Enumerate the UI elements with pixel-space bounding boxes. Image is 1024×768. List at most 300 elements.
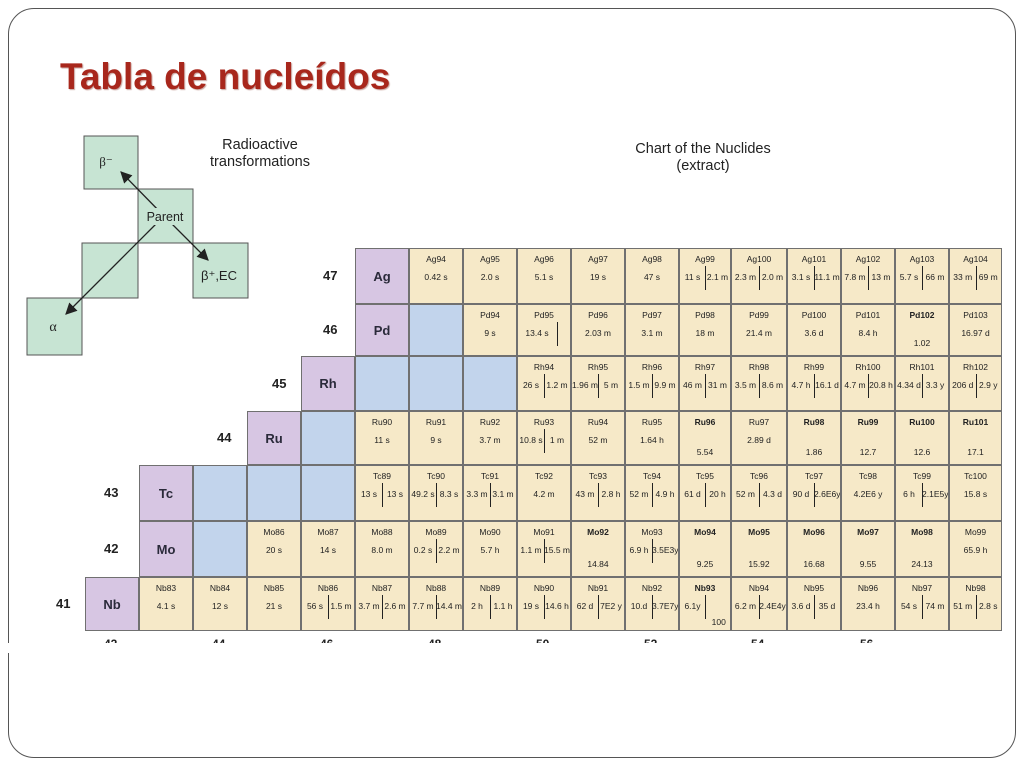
chart-cutoff-mask <box>0 643 1010 653</box>
nuclide-cell-tc97 <box>787 465 841 521</box>
isomer-divider <box>705 483 706 507</box>
nuclide-name: Nb85 <box>263 583 285 593</box>
half-life-isomer: 10.8 s <box>519 435 543 445</box>
legend-caption-line-2: transformations <box>210 154 310 170</box>
empty-cell <box>355 356 409 411</box>
half-life-ground: 2.4E4y <box>759 601 786 611</box>
nuclide-name: Ru101 <box>962 417 989 427</box>
isomer-divider <box>922 266 923 290</box>
nuclide-name: Tc92 <box>535 471 553 481</box>
half-life-ground: 2.6 m <box>384 601 406 611</box>
nuclide-cell-nb87 <box>355 577 409 631</box>
half-life: 5.1 s <box>534 272 554 282</box>
nuclide-cell-ru90 <box>355 411 409 465</box>
half-life-ground: 3.3 y <box>925 380 945 390</box>
nuclide-cell-nb94 <box>731 577 787 631</box>
nuclide-cell-ag103 <box>895 248 949 304</box>
half-life-ground: 3.5E3y <box>652 545 679 555</box>
half-life: 9 s <box>430 435 442 445</box>
nuclide-cell-tc100 <box>949 465 1002 521</box>
nuclide-name: Pd95 <box>534 310 554 320</box>
nuclide-cell-ag99 <box>679 248 731 304</box>
half-life: 23.4 h <box>856 601 880 611</box>
nuclide-name: Rh98 <box>748 362 770 372</box>
half-life: 3.6 d <box>804 328 824 338</box>
natural-abundance: 15.92 <box>748 559 770 569</box>
nuclide-name: Ag95 <box>480 254 500 264</box>
nuclide-name: Nb88 <box>425 583 447 593</box>
nuclide-name: Tc89 <box>373 471 391 481</box>
chart-caption-line-2: (extract) <box>676 158 730 174</box>
half-life-ground: 2.0 m <box>761 272 784 282</box>
nuclide-name: Mo92 <box>587 527 609 537</box>
half-life-ground: 20.8 h <box>869 380 893 390</box>
nuclide-name: Tc94 <box>643 471 661 481</box>
nuclide-name: Pd98 <box>695 310 715 320</box>
isomer-divider <box>436 539 437 563</box>
nuclide-name: Mo88 <box>371 527 393 537</box>
isomer-divider <box>868 374 869 398</box>
nuclide-cell-nb96 <box>841 577 895 631</box>
half-life-isomer: 3.6 d <box>791 601 811 611</box>
element-cell-tc: Tc <box>139 465 193 521</box>
nuclide-cell-pd102 <box>895 304 949 356</box>
empty-cell <box>463 356 517 411</box>
nuclide-name: Mo93 <box>641 527 663 537</box>
nuclide-cell-tc89 <box>355 465 409 521</box>
isomer-divider <box>382 483 383 507</box>
alpha-arrow <box>66 216 164 314</box>
nuclide-cell-mo86 <box>247 521 301 577</box>
half-life: 14 s <box>319 545 337 555</box>
nuclide-name: Nb95 <box>803 583 825 593</box>
nuclide-cell-nb98 <box>949 577 1002 631</box>
nuclide-name: Nb92 <box>641 583 663 593</box>
nuclide-cell-ru100 <box>895 411 949 465</box>
legend-caption-line-1: Radioactive <box>222 137 298 153</box>
nuclide-cell-rh97 <box>679 356 731 411</box>
empty-cell <box>301 465 355 521</box>
nuclide-name: Ru97 <box>748 417 770 427</box>
nuclide-cell-tc94 <box>625 465 679 521</box>
nuclide-name: Pd103 <box>963 310 988 320</box>
half-life-isomer: 7.8 m <box>844 272 866 282</box>
nuclide-name: Mo86 <box>263 527 285 537</box>
nuclide-name: Ag104 <box>963 254 988 264</box>
nuclide-cell-mo89 <box>409 521 463 577</box>
nuclide-cell-ru101 <box>949 411 1002 465</box>
proton-number-label: 42 <box>104 541 119 556</box>
half-life-isomer: 4.7 m <box>844 380 866 390</box>
half-life-isomer: 3.3 m <box>466 489 488 499</box>
isomer-divider <box>544 595 545 619</box>
nuclide-cell-rh100 <box>841 356 895 411</box>
half-life-isomer: 54 s <box>900 601 918 611</box>
slide-title: Tabla de nucleídos <box>60 56 391 97</box>
nuclide-cell-pd103 <box>949 304 1002 356</box>
natural-abundance: 5.54 <box>696 447 714 457</box>
nuclide-cell-mo94 <box>679 521 731 577</box>
isomer-divider <box>759 374 760 398</box>
empty-cell <box>193 521 247 577</box>
half-life-ground: 16.1 d <box>815 380 839 390</box>
nuclide-cell-tc99 <box>895 465 949 521</box>
half-life-ground: 66 m <box>925 272 945 282</box>
half-life: 8.0 m <box>371 545 393 555</box>
nuclide-cell-nb93 <box>679 577 731 631</box>
half-life: 4.2E6 y <box>853 489 883 499</box>
nuclide-cell-nb86 <box>301 577 355 631</box>
nuclide-cell-ru99 <box>841 411 895 465</box>
nuclide-cell-rh99 <box>787 356 841 411</box>
isomer-divider <box>544 539 545 563</box>
nuclide-name: Rh101 <box>909 362 935 372</box>
half-life: 18 m <box>695 328 715 338</box>
nuclide-cell-ru97 <box>731 411 787 465</box>
isomer-divider <box>759 266 760 290</box>
nuclide-cell-mo90 <box>463 521 517 577</box>
nuclide-cell-ag98 <box>625 248 679 304</box>
nuclide-name: Nb94 <box>748 583 770 593</box>
half-life-isomer: 46 m <box>683 380 702 390</box>
nuclide-cell-pd97 <box>625 304 679 356</box>
element-cell-ag: Ag <box>355 248 409 304</box>
half-life-isomer: 1.5 m <box>628 380 650 390</box>
isomer-divider <box>382 595 383 619</box>
half-life-isomer: 49.2 s <box>411 489 435 499</box>
half-life-ground: 8.6 m <box>761 380 784 390</box>
element-cell-rh: Rh <box>301 356 355 411</box>
isomer-divider <box>705 595 706 619</box>
half-life: 1.64 h <box>640 435 664 445</box>
half-life-isomer: 62 d <box>576 601 594 611</box>
nuclide-name: Ru100 <box>909 417 935 427</box>
half-life-isomer: 56 s <box>306 601 324 611</box>
nuclide-cell-mo93 <box>625 521 679 577</box>
nuclide-name: Tc98 <box>859 471 877 481</box>
beta-plus-ec-label: β⁺,EC <box>200 268 238 283</box>
nuclide-cell-pd96 <box>571 304 625 356</box>
nuclide-cell-pd94 <box>463 304 517 356</box>
nuclide-name: Pd99 <box>749 310 769 320</box>
isomer-divider <box>814 374 815 398</box>
nuclide-name: Tc99 <box>913 471 931 481</box>
nuclide-name: Ag97 <box>588 254 608 264</box>
nuclide-cell-ag96 <box>517 248 571 304</box>
half-life-isomer: 3.7 m <box>358 601 380 611</box>
nuclide-name: Mo97 <box>857 527 879 537</box>
isomer-divider <box>922 595 923 619</box>
half-life: 4.2 m <box>533 489 555 499</box>
empty-cell <box>193 465 247 521</box>
nuclide-cell-ag97 <box>571 248 625 304</box>
half-life-ground: 4.9 h <box>655 489 675 499</box>
nuclide-cell-tc90 <box>409 465 463 521</box>
element-cell-mo: Mo <box>139 521 193 577</box>
nuclide-name: Tc91 <box>481 471 499 481</box>
isomer-divider <box>328 595 329 619</box>
half-life: 21.4 m <box>746 328 772 338</box>
nuclide-cell-mo99 <box>949 521 1002 577</box>
isomer-divider <box>598 595 599 619</box>
nuclide-cell-rh102 <box>949 356 1002 411</box>
nuclide-name: Tc93 <box>589 471 607 481</box>
nuclide-name: Pd94 <box>480 310 500 320</box>
half-life-ground: 14.6 h <box>545 601 569 611</box>
nuclide-name: Mo94 <box>694 527 716 537</box>
half-life: 0.42 s <box>424 272 448 282</box>
nuclide-name: Mo95 <box>748 527 770 537</box>
nuclide-name: Ru98 <box>803 417 825 427</box>
nuclide-cell-rh98 <box>731 356 787 411</box>
nuclide-name: Nb93 <box>694 583 716 593</box>
nuclide-name: Ag94 <box>426 254 446 264</box>
isomer-divider <box>652 539 653 563</box>
nuclide-name: Ru99 <box>857 417 879 427</box>
half-life-ground: 13 s <box>386 489 404 499</box>
nuclide-cell-nb83 <box>139 577 193 631</box>
nuclide-cell-mo98 <box>895 521 949 577</box>
nuclide-cell-ru98 <box>787 411 841 465</box>
proton-number-label: 44 <box>217 430 232 445</box>
natural-abundance: 12.6 <box>913 447 931 457</box>
nuclide-name: Pd97 <box>642 310 662 320</box>
nuclide-name: Ru91 <box>425 417 447 427</box>
half-life-ground: 8.3 s <box>439 489 459 499</box>
isomer-divider <box>598 374 599 398</box>
nuclide-name: Nb86 <box>317 583 339 593</box>
half-life-ground: 5 m <box>603 380 619 390</box>
nuclide-name: Mo91 <box>533 527 555 537</box>
parent-label: Parent <box>146 210 184 224</box>
half-life: 16.97 d <box>961 328 990 338</box>
nuclide-name: Rh95 <box>587 362 609 372</box>
nuclide-cell-nb91 <box>571 577 625 631</box>
half-life: 52 m <box>588 435 608 445</box>
nuclide-cell-ru94 <box>571 411 625 465</box>
nuclide-name: Tc96 <box>750 471 768 481</box>
nuclide-cell-ag104 <box>949 248 1002 304</box>
nuclide-cell-ag101 <box>787 248 841 304</box>
half-life-isomer: 0.2 s <box>413 545 433 555</box>
nuclide-name: Nb96 <box>857 583 879 593</box>
half-life: 13.4 s <box>525 328 549 338</box>
nuclide-cell-ag95 <box>463 248 517 304</box>
element-cell-nb: Nb <box>85 577 139 631</box>
nuclide-name: Pd96 <box>588 310 608 320</box>
half-life-ground: 15.5 m <box>544 545 570 555</box>
half-life-isomer: 3.1 s <box>791 272 811 282</box>
element-cell-pd: Pd <box>355 304 409 356</box>
nuclide-cell-ag102 <box>841 248 895 304</box>
nuclide-name: Mo96 <box>803 527 825 537</box>
nuclide-cell-tc93 <box>571 465 625 521</box>
half-life-isomer: 4.34 d <box>897 380 921 390</box>
half-life-isomer: 19 s <box>522 601 540 611</box>
nuclide-name: Ru92 <box>479 417 501 427</box>
nuclide-name: Rh96 <box>641 362 663 372</box>
half-life-isomer: 13 s <box>360 489 378 499</box>
half-life: 47 s <box>643 272 661 282</box>
proton-number-label: 46 <box>323 322 338 337</box>
half-life-isomer: 43 m <box>575 489 595 499</box>
half-life: 65.9 h <box>963 545 988 555</box>
nuclide-cell-ag94 <box>409 248 463 304</box>
natural-abundance: 100 <box>711 617 726 627</box>
half-life-ground: 20 h <box>709 489 726 499</box>
half-life: 21 s <box>265 601 283 611</box>
half-life-isomer: 206 d <box>952 380 974 390</box>
half-life-ground: 3.1 m <box>492 489 514 499</box>
natural-abundance: 12.7 <box>859 447 877 457</box>
nuclide-cell-nb97 <box>895 577 949 631</box>
nuclide-name: Ag101 <box>801 254 827 264</box>
half-life-isomer: 61 d <box>684 489 701 499</box>
proton-number-label: 43 <box>104 485 119 500</box>
isomer-divider <box>436 595 437 619</box>
nuclide-cell-ru96 <box>679 411 731 465</box>
nuclide-cell-ru93 <box>517 411 571 465</box>
natural-abundance: 24.13 <box>911 559 933 569</box>
nuclide-cell-mo87 <box>301 521 355 577</box>
nuclide-cell-ru95 <box>625 411 679 465</box>
proton-number-label: 45 <box>272 375 287 391</box>
natural-abundance: 16.68 <box>803 559 825 569</box>
half-life-isomer: 11 s <box>684 272 701 282</box>
isomer-divider <box>976 595 977 619</box>
half-life-isomer: 5.7 s <box>899 272 919 282</box>
half-life-ground: 2.1E5y <box>922 489 949 499</box>
nuclide-cell-mo91 <box>517 521 571 577</box>
nuclide-cell-mo95 <box>731 521 787 577</box>
half-life-isomer: 3.5 m <box>734 380 757 390</box>
nuclide-name: Ag98 <box>642 254 662 264</box>
half-life-ground: 13 m <box>871 272 891 282</box>
isomer-divider <box>490 483 491 507</box>
proton-number-label: 41 <box>56 596 71 611</box>
half-life-ground: 9.9 m <box>654 380 676 390</box>
alpha-label: α <box>49 320 57 335</box>
half-life-isomer: 26 s <box>522 380 540 390</box>
nuclide-cell-ru92 <box>463 411 517 465</box>
half-life-ground: 2.8 h <box>601 489 621 499</box>
nuclide-cell-ag100 <box>731 248 787 304</box>
half-life: 11 s <box>374 435 390 445</box>
half-life: 12 s <box>211 601 229 611</box>
nuclide-name: Tc100 <box>964 471 987 481</box>
half-life: 20 s <box>265 545 283 555</box>
natural-abundance: 9.25 <box>696 559 714 569</box>
nuclide-name: Tc90 <box>427 471 445 481</box>
half-life-ground: 2.8 s <box>979 601 998 611</box>
nuclide-name: Ag103 <box>909 254 935 264</box>
nuclide-cell-mo97 <box>841 521 895 577</box>
half-life-ground: 31 m <box>708 380 727 390</box>
nuclide-cell-rh101 <box>895 356 949 411</box>
half-life-ground: 74 m <box>925 601 945 611</box>
nuclide-name: Mo89 <box>425 527 447 537</box>
isomer-divider <box>598 483 599 507</box>
nuclide-cell-nb84 <box>193 577 247 631</box>
nuclide-name: Rh94 <box>533 362 555 372</box>
isomer-divider <box>922 483 923 507</box>
half-life: 19 s <box>589 272 607 282</box>
half-life-isomer: 6 h <box>903 489 915 499</box>
nuclide-cell-pd95 <box>517 304 571 356</box>
half-life-ground: 1.5 m <box>330 601 352 611</box>
nuclide-name: Nb91 <box>587 583 609 593</box>
half-life-isomer: 2.3 m <box>734 272 757 282</box>
isomer-divider <box>814 483 815 507</box>
isomer-divider <box>976 266 977 290</box>
natural-abundance: 9.55 <box>859 559 877 569</box>
natural-abundance: 14.84 <box>587 559 609 569</box>
nuclide-name: Nb97 <box>911 583 933 593</box>
nuclide-cell-rh94 <box>517 356 571 411</box>
proton-number-label: 47 <box>323 268 338 283</box>
isomer-divider <box>652 483 653 507</box>
half-life-isomer: 6.9 h <box>629 545 649 555</box>
isomer-divider <box>759 483 760 507</box>
nuclide-cell-nb85 <box>247 577 301 631</box>
half-life: 9 s <box>484 328 496 338</box>
isomer-divider <box>652 374 653 398</box>
nuclide-cell-pd101 <box>841 304 895 356</box>
empty-cell <box>409 356 463 411</box>
nuclide-name: Mo99 <box>964 527 987 537</box>
nuclide-name: Mo98 <box>911 527 933 537</box>
half-life-ground: 2.9 y <box>979 380 998 390</box>
nuclide-name: Ru94 <box>587 417 609 427</box>
nuclide-cell-tc91 <box>463 465 517 521</box>
nuclide-name: Pd100 <box>801 310 827 320</box>
nuclide-cell-nb92 <box>625 577 679 631</box>
half-life-isomer: 33 m <box>953 272 973 282</box>
nuclide-name: Rh99 <box>803 362 825 372</box>
half-life: 2.89 d <box>747 435 771 445</box>
chart-caption-line-1: Chart of the Nuclides <box>635 141 771 157</box>
natural-abundance: 1.86 <box>805 447 823 457</box>
nuclide-cell-rh95 <box>571 356 625 411</box>
half-life-ground: 69 m <box>978 272 998 282</box>
nuclide-cell-tc98 <box>841 465 895 521</box>
half-life-isomer: 51 m <box>953 601 973 611</box>
nuclide-name: Ag102 <box>855 254 881 264</box>
nuclide-name: Mo87 <box>317 527 339 537</box>
half-life: 3.1 m <box>641 328 663 338</box>
nuclide-cell-rh96 <box>625 356 679 411</box>
half-life-isomer: 90 d <box>792 489 810 499</box>
isomer-divider <box>759 595 760 619</box>
half-life-ground: 1 m <box>549 435 565 445</box>
nuclide-name: Nb87 <box>371 583 393 593</box>
isomer-divider <box>436 483 437 507</box>
nuclide-name: Tc97 <box>805 471 823 481</box>
nuclide-name: Nb83 <box>155 583 177 593</box>
nuclide-cell-nb88 <box>409 577 463 631</box>
element-cell-ru: Ru <box>247 411 301 465</box>
half-life-ground: 2.2 m <box>438 545 460 555</box>
nuclide-cell-mo96 <box>787 521 841 577</box>
nuclide-name: Nb84 <box>209 583 231 593</box>
nuclide-name: Rh97 <box>694 362 716 372</box>
nuclide-name: Ag99 <box>695 254 715 264</box>
half-life-ground: 11.1 m <box>814 272 840 282</box>
nuclide-cell-nb95 <box>787 577 841 631</box>
nuclide-cell-pd99 <box>731 304 787 356</box>
isomer-divider <box>705 374 706 398</box>
nuclide-name: Rh100 <box>855 362 881 372</box>
